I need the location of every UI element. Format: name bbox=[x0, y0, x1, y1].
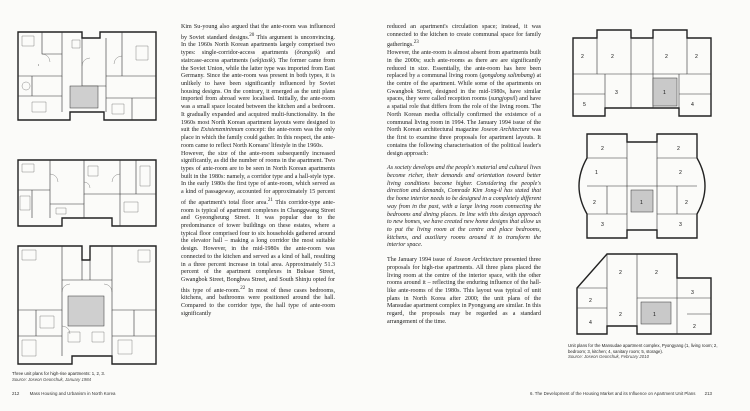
right-running-title: 6. The Development of the Housing Market and its Influence on Apartment Unit Plans bbox=[530, 391, 696, 396]
plan-label: 2 bbox=[619, 312, 622, 318]
right-footer bbox=[530, 391, 712, 396]
plan-label: 4 bbox=[589, 320, 592, 326]
plan-label: 3 bbox=[615, 90, 618, 96]
plan-label: 1 bbox=[595, 170, 598, 176]
plan-label: 4 bbox=[691, 102, 694, 108]
left-paragraph-1: Kim Su-young also argued that the ante-room was influenced by Soviet standard designs.$^{20}$ This argument is unconvincing. In the 1960s North Korean apartments largely comprised two types: single-corridor-access apartments (ŏrangsik) and staircase-access apartments (sekjiasik). The former came from the Soviet Union, while the latter type was imported from East Germany. Since the ante-room was present in both types, it is unlikely to have been significantly influenced by Soviet housing designs. On the contrary, it emerged as the unit plans imported from abroad were localised. Initially, the ante-room was a small space located between the kitchen and a bedroom. It gradually expanded and acquired multi-functionality. In the 1960s most North Korean apartment layouts were designed to suit the Existenzminimum concept: the ante-room was the only place in which the family could gather. In this respect, the ante-room came to reflect North Koreans' lifestyle in the 1960s. bbox=[181, 24, 336, 149]
plan-label: 2 bbox=[677, 146, 680, 152]
plan-label: 1 bbox=[663, 90, 666, 96]
right-paragraph-2: The January 1994 issue of Joseon Architecture presented three proposals for high-rise apartments. All three plans placed the living room at the centre of the interior space, with the other rooms around it – reflecting the enduring influence of the hall-like ante-rooms of the 1980s. This layout was typical of unit plans in North Korea after 2000; the unit plans of the Mansudae apartment complex in Pyongyang are similar. In this regard, the proposals may be regarded as a standard arrangement of the time. bbox=[387, 257, 541, 325]
mansudae-plan-3 bbox=[567, 248, 717, 340]
floor-plan-2 bbox=[12, 154, 162, 232]
left-figure-caption bbox=[12, 371, 162, 382]
floor-plan-3 bbox=[12, 240, 162, 370]
plan-label: 1 bbox=[640, 200, 643, 206]
plan-label: 2 bbox=[665, 54, 668, 60]
right-caption-text: Unit plans for the Mansudae apartment complex, Pyongyang (1, living room; 2, bedroom; 3, kitchen; 4, sanitary room; 5, storage). bbox=[568, 343, 718, 354]
plan-label: 2 bbox=[589, 298, 592, 304]
plan-label: 2 bbox=[695, 54, 698, 60]
floor-plan-1 bbox=[12, 26, 162, 126]
left-running-title: Mass Housing and Urbanism in North Korea bbox=[29, 391, 116, 396]
plan-label: 5 bbox=[583, 102, 586, 108]
svg-text:•: • bbox=[38, 63, 40, 67]
right-page bbox=[375, 0, 750, 411]
left-caption-source: Source: Joseon Geonchuk, January 1984 bbox=[12, 376, 92, 382]
left-body-text bbox=[181, 24, 335, 319]
right-caption-source: Source: Joseon Geonchuk, February 2010 bbox=[568, 354, 649, 360]
left-footer bbox=[12, 391, 115, 396]
plan-label: 3 bbox=[679, 222, 682, 228]
left-page-number: 212 bbox=[12, 391, 20, 396]
plan-label: 2 bbox=[601, 146, 604, 152]
left-paragraph-2: However, the size of the ante-room subsequently increased significantly, as did the number of rooms in the apartment. Two types of ante-room are to be seen in North Korean apartments built in the 1980s: namely, a corridor type and a hall-style type. In the early 1980s the first type of ante-room, which served as a kind of passageway, accounted for approximately 15 percent of the apartment's total floor area.$^{21}$ This corridor-type ante-room is typical of apartment complexes in Changgwang Street and Gyeongheung Street. It was popular due to the predominance of tower buildings on these estates, where a typical floor comprised four to six households gathered around the elevator hall – making a long corridor the most suitable design. However, in the mid-1980s the ante-room was connected to the kitchen and served as a kind of hall, resulting in a three percent increase in total area. Approximately 51.3 percent of the apartment complexes in Buksae Street, Gwangbok Street, Bonghwa Street, and South Shinju opted for this type of ante-room.$^{22}$ In most of these cases bedrooms, kitchens, and bathrooms were positioned around the hall. Compared to the corridor type, the hall type of ante-room significantly bbox=[181, 150, 335, 317]
right-figure-caption bbox=[568, 343, 718, 360]
plan-label: 2 bbox=[593, 200, 596, 206]
right-body-text bbox=[387, 24, 541, 327]
mansudae-plan-1 bbox=[567, 24, 717, 122]
right-page-number: 213 bbox=[704, 391, 712, 396]
plan-label: 3 bbox=[601, 222, 604, 228]
plan-label: 2 bbox=[619, 270, 622, 276]
left-caption-text: Three unit plans for high-rise apartments: 1, 2, 3. bbox=[12, 371, 105, 376]
plan-label: 2 bbox=[693, 324, 696, 330]
plan-label: 1 bbox=[653, 312, 656, 318]
plan-label: 2 bbox=[581, 54, 584, 60]
plan-label: 2 bbox=[655, 270, 658, 276]
plan-label: 2 bbox=[679, 170, 682, 176]
plan-label: 2 bbox=[611, 54, 614, 60]
plan-label: 3 bbox=[691, 290, 694, 296]
mansudae-plan-2 bbox=[567, 128, 717, 244]
right-block-quote: As society develops and the people's material and cultural lives become richer, their demands and orientation toward better living conditions become higher. Considering the people's direction and demands, Comrade Kim Jong-il has stated that the home interior needs to be designed in a completely different way from in the past, with a large living room connecting the bedrooms and dining places. In line with this design approach to new homes, we have created new home designs that allow us to put the living room at the centre and place bedrooms, kitchens, and auxiliary rooms around it to transform the interior space. bbox=[387, 165, 541, 249]
right-paragraph-1: reduced an apartment's circulation space; instead, it was connected to the kitchen to create communal space for family gatherings.$^{23}$ However, the ante-room is almost absent from apartments built in the 2000s; such ante-rooms as there are are significantly reduced in size. Essentially, the ante-room has here been replaced by a communal living room (gongdong salimbang) at the centre of the apartment. While some of the apartments on Gwangbok Street, designed in the mid-1980s, have similar spaces, they were called reception rooms (sungjopsil) and have a spatial role that differs from the role of the living room. The North Korean media officially confirmed the existence of a communal living room in 1994. The January 1994 issue of the North Korean architectural magazine Joseon Architecture was the first to examine three proposals for apartment layouts. It contains the following characterisation of the political leader's design approach: bbox=[387, 24, 541, 157]
plan-label: 2 bbox=[685, 200, 688, 206]
